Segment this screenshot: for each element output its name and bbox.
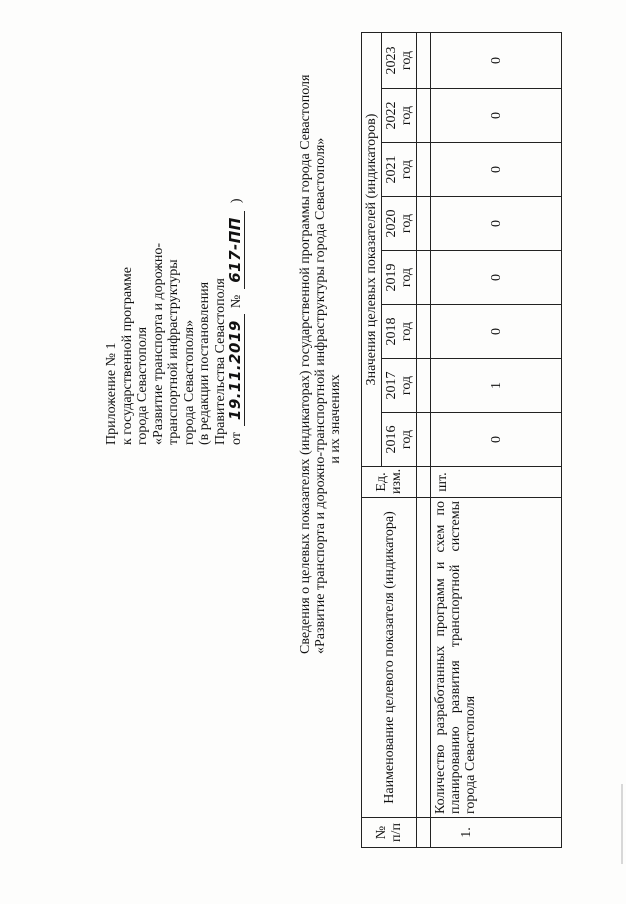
spacer-cell xyxy=(417,197,431,251)
value-cell: 0 xyxy=(431,413,562,467)
header-year: 2023 год xyxy=(382,33,417,89)
spacer-cell xyxy=(417,498,431,818)
from-prefix: от xyxy=(229,432,244,445)
value-cell: 0 xyxy=(431,305,562,359)
document-heading xyxy=(298,74,343,654)
appendix-line: к государственной программе xyxy=(119,267,135,445)
appendix-line: Приложение № 1 xyxy=(104,342,119,445)
header-values-group: Значения целевых показателей (индикаторов) xyxy=(362,33,382,467)
value-cell: 0 xyxy=(431,89,562,143)
handwritten-number: 617-ПП xyxy=(228,211,245,289)
heading-line: «Развитие транспорта и дорожно-транспортной инфраструктуры города Севастополя» xyxy=(313,137,328,654)
header-number: № п/п xyxy=(362,818,417,848)
spacer-cell xyxy=(417,818,431,848)
appendix-line: Правительства Севастополя xyxy=(212,278,228,445)
heading-line: и их значениях xyxy=(328,374,343,464)
appendix-date-line xyxy=(226,198,245,445)
table-row xyxy=(431,33,562,848)
heading-line: Сведения о целевых показателях (индикаторах) государственной программы города Севастополя xyxy=(298,74,313,654)
header-row xyxy=(362,33,382,848)
value-cell: 0 xyxy=(431,33,562,89)
header-year: 2020 год xyxy=(382,197,417,251)
spacer-cell xyxy=(417,305,431,359)
spacer-cell xyxy=(417,251,431,305)
value-cell: 0 xyxy=(431,143,562,197)
spacer-cell xyxy=(417,33,431,89)
closing-paren: ) xyxy=(229,198,244,204)
indicator-unit: шт. xyxy=(431,467,562,498)
header-year: 2016 год xyxy=(382,413,417,467)
header-name: Наименование целевого показателя (индикатора) xyxy=(362,498,417,818)
appendix-line: города Севастополя» xyxy=(181,319,197,445)
scan-edge-mark xyxy=(621,784,623,864)
appendix-line: транспортной инфраструктуры xyxy=(166,259,181,445)
header-unit: Ед. изм. xyxy=(362,467,417,498)
spacer-cell xyxy=(417,413,431,467)
value-cell: 1 xyxy=(431,359,562,413)
spacer-row xyxy=(417,33,431,848)
value-cell: 0 xyxy=(431,251,562,305)
value-cell: 0 xyxy=(431,197,562,251)
number-label: № xyxy=(229,294,244,309)
header-year: 2022 год xyxy=(382,89,417,143)
header-year: 2019 год xyxy=(382,251,417,305)
indicators-table xyxy=(361,32,562,848)
appendix-line: города Севастополя xyxy=(135,326,150,445)
appendix-line: (в редакции постановления xyxy=(197,281,212,445)
handwritten-date: 19.11.2019 xyxy=(228,314,245,426)
spacer-cell xyxy=(417,359,431,413)
spacer-cell xyxy=(417,89,431,143)
header-year: 2017 год xyxy=(382,359,417,413)
header-year: 2021 год xyxy=(382,143,417,197)
spacer-cell xyxy=(417,467,431,498)
row-number: 1. xyxy=(431,818,562,848)
appendix-note xyxy=(104,198,245,445)
indicator-name: Количество разработанных программ и схем по планированию развития транспортной системы города Севастополя xyxy=(431,498,562,818)
appendix-line: «Развитие транспорта и дорожно- xyxy=(150,242,166,445)
spacer-cell xyxy=(417,143,431,197)
header-year: 2018 год xyxy=(382,305,417,359)
